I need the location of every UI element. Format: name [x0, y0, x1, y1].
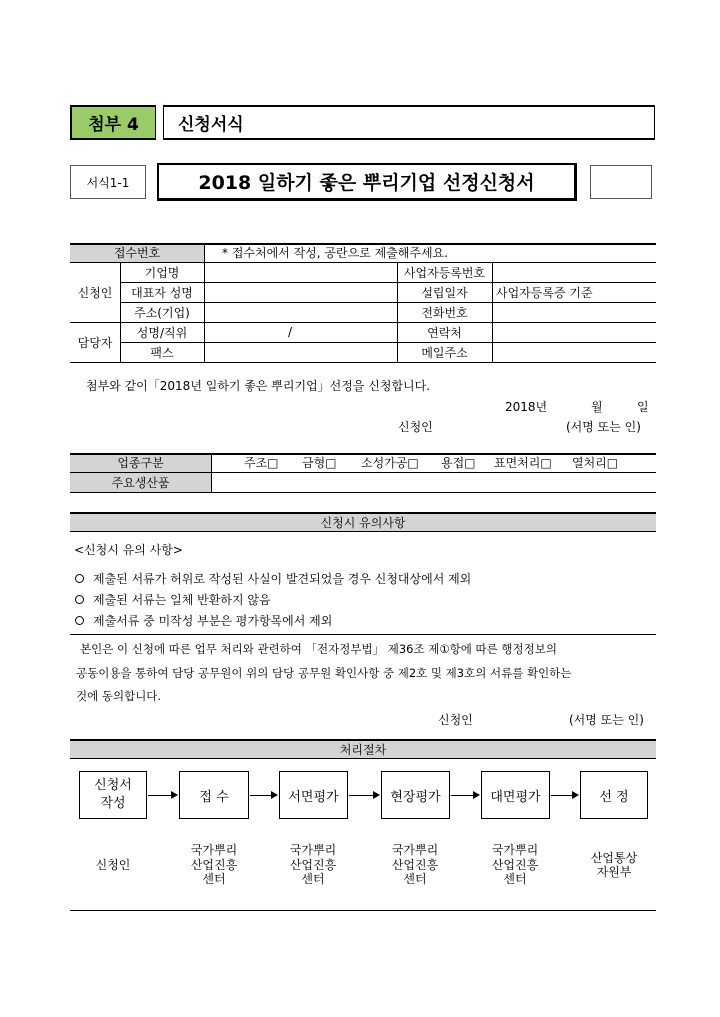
- declaration-year: 2018년: [505, 399, 548, 414]
- arrow-right-icon: [349, 795, 378, 796]
- email-field[interactable]: [493, 343, 655, 361]
- notes-subtitle: <신청시 유의 사항>: [74, 542, 183, 557]
- form-stamp-box: [590, 165, 652, 199]
- step-responsible: 신청인: [95, 857, 131, 872]
- products-field[interactable]: [212, 473, 655, 491]
- declaration-applicant: 신청인: [398, 419, 433, 434]
- receipt-note: * 접수처에서 작성, 공란으로 제출해주세요.: [222, 246, 448, 260]
- declaration-month: 월: [591, 399, 603, 414]
- procedure-header: 처리절차: [70, 739, 656, 759]
- step-responsible: 국가뿌리 산업진흥 센터: [391, 843, 439, 887]
- contact-field[interactable]: [493, 323, 655, 341]
- step-responsible: 국가뿌리 산업진흥 센터: [190, 843, 238, 887]
- name-title-label: 성명/직위: [136, 325, 188, 340]
- industry-option[interactable]: 표면처리□: [494, 456, 552, 470]
- consent-line-2: 공동이용을 통하여 담당 공무원이 위의 담당 공무원 확인사항 중 제2호 및 제3호의 서류를 확인하는: [76, 666, 572, 680]
- notes-header: 신청시 유의사항: [70, 512, 656, 532]
- step-box: 대면평가: [481, 771, 550, 819]
- arrow-right-icon: [551, 795, 577, 796]
- declaration-day: 일: [637, 399, 649, 414]
- step-box: 서면평가: [279, 771, 348, 819]
- step-responsible: 국가뿌리 산업진흥 센터: [289, 843, 337, 887]
- divider: [70, 634, 656, 635]
- consent-sign: (서명 또는 인): [569, 712, 644, 727]
- consent-line-1: 본인은 이 신청에 따른 업무 처리와 관련하여 「전자정부법」 제36조 제①항에 따른 행정정보의: [80, 642, 557, 656]
- industry-option[interactable]: 소성가공□: [361, 456, 419, 470]
- contact-label: 연락처: [427, 325, 462, 340]
- step-box: 신청서 작성: [79, 771, 147, 819]
- industry-option[interactable]: 금형□: [302, 456, 337, 470]
- circle-bullet-icon: [75, 616, 84, 625]
- est-date-label: 설립일자: [421, 285, 468, 300]
- receipt-number-label: 접수번호: [113, 246, 161, 260]
- industry-option[interactable]: 열처리□: [572, 456, 619, 470]
- fax-field[interactable]: [205, 343, 396, 361]
- step-box: 접 수: [179, 771, 249, 819]
- note-item: 제출된 서류는 일체 반환하지 않음: [75, 590, 271, 608]
- step-responsible: 국가뿌리 산업진흥 센터: [491, 843, 539, 887]
- biz-reg-no-field[interactable]: [493, 263, 655, 281]
- step-box: 현장평가: [381, 771, 450, 819]
- phone-field[interactable]: [493, 303, 655, 321]
- arrow-right-icon: [148, 795, 176, 796]
- contact-group-label: 담당자: [77, 335, 113, 350]
- applicant-group-label: 신청인: [77, 285, 113, 300]
- products-label: 주요생산품: [111, 475, 170, 490]
- bottom-divider: [70, 910, 656, 911]
- consent-applicant: 신청인: [438, 712, 473, 727]
- attachment-title: 신청서식: [163, 105, 655, 140]
- biz-reg-no-label: 사업자등록번호: [403, 265, 486, 280]
- step-responsible: 산업통상 자원부: [590, 850, 638, 879]
- ceo-name-field[interactable]: [205, 283, 396, 301]
- address-label: 주소(기업): [134, 305, 190, 320]
- arrow-right-icon: [451, 795, 478, 796]
- declaration-sign: (서명 또는 인): [566, 419, 641, 434]
- phone-label: 전화번호: [421, 305, 468, 320]
- address-field[interactable]: [205, 303, 396, 321]
- attachment-label: 첨부 4: [70, 105, 156, 140]
- declaration-text: 첨부와 같이「2018년 일하기 좋은 뿌리기업」선정을 신청합니다.: [86, 378, 431, 393]
- circle-bullet-icon: [75, 574, 84, 583]
- name-title-field[interactable]: /: [287, 325, 293, 339]
- industry-label: 업종구분: [117, 456, 164, 470]
- industry-option[interactable]: 용접□: [441, 456, 476, 470]
- fax-label: 팩스: [150, 345, 174, 360]
- company-name-label: 기업명: [144, 265, 180, 280]
- note-item: 제출된 서류가 허위로 작성된 사실이 발견되었을 경우 신청대상에서 제외: [75, 569, 471, 587]
- ceo-name-label: 대표자 성명: [131, 285, 193, 300]
- circle-bullet-icon: [75, 595, 84, 604]
- arrow-right-icon: [250, 795, 276, 796]
- industry-option[interactable]: 주조□: [244, 456, 279, 470]
- est-date-note: 사업자등록증 기준: [496, 285, 593, 300]
- form-title: 2018 일하기 좋은 뿌리기업 선정신청서: [157, 163, 577, 201]
- consent-line-3: 것에 동의합니다.: [76, 689, 162, 703]
- step-box: 선 정: [580, 771, 648, 819]
- email-label: 메일주소: [421, 345, 468, 360]
- company-name-field[interactable]: [205, 263, 396, 281]
- note-item: 제출서류 중 미작성 부분은 평가항목에서 제외: [75, 611, 332, 629]
- form-code: 서식1-1: [70, 165, 146, 199]
